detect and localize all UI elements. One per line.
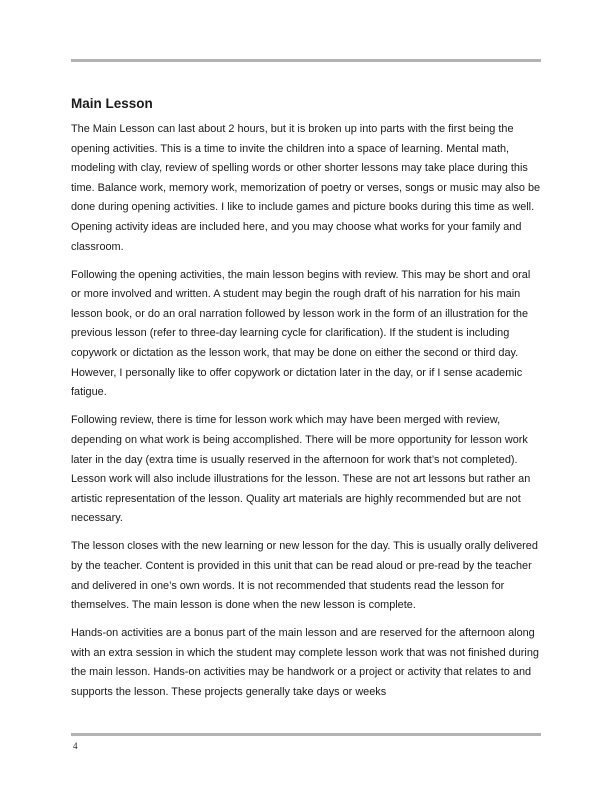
paragraph-hands-on: Hands-on activities are a bonus part of the main lesson and are reserved for the afternoon along with an extra session in which the student may complete lesson work that was not finished during the main lesson. Hands-on activities may be handwork or a project or activity that relates to and supports the lesson. These projects generally take days or weeks [71,627,539,699]
footer-rule [71,733,541,736]
paragraph-new-lesson: The lesson closes with the new learning or new lesson for the day. This is usually orally delivered by the teacher. Content is provided in this unit that can be read aloud or pre-read by the teacher and delivered in one’s own words. It is not recommended that students read the lesson for themselves. The main lesson is done when the new lesson is complete. [71,540,538,612]
paragraph-lesson-work: Following review, there is time for lesson work which may have been merged with review, depending on what work is being accomplished. There will be more opportunity for lesson work later in the day (extra time is usually reserved in the afternoon for work that’s not completed). Lesson work will also include illustrations for the lesson. These are not art lessons but rather an artistic representation of the lesson. Quality art materials are highly recommended but are not necessary. [71,414,531,525]
main-content [71,95,541,711]
paragraph-opening-activities: The Main Lesson can last about 2 hours, but it is broken up into parts with the first being the opening activities. This is a time to invite the children into a space of learning. Mental math, modeling with clay, review of spelling words or other shorter lessons may take place during this time. Balance work, memory work, memorization of poetry or verses, songs or music may also be done during opening activities. I like to include games and picture books during this time as well. Opening activity ideas are included here, and you may choose what works for your family and classroom. [71,123,541,253]
paragraph-review: Following the opening activities, the main lesson begins with review. This may be short and oral or more involved and written. A student may begin the rough draft of his narration for his main lesson book, or do an oral narration followed by lesson work in the form of an illustration for the previous lesson (refer to three-day learning cycle for clarification). If the student is including copywork or dictation as the lesson work, that may be done on either the second or third day. However, I personally like to offer copywork or dictation later in the day, or if I sense academic fatigue. [71,268,531,399]
page-number: 4 [73,741,78,751]
section-heading: Main Lesson [71,96,153,111]
header-rule [71,59,541,62]
